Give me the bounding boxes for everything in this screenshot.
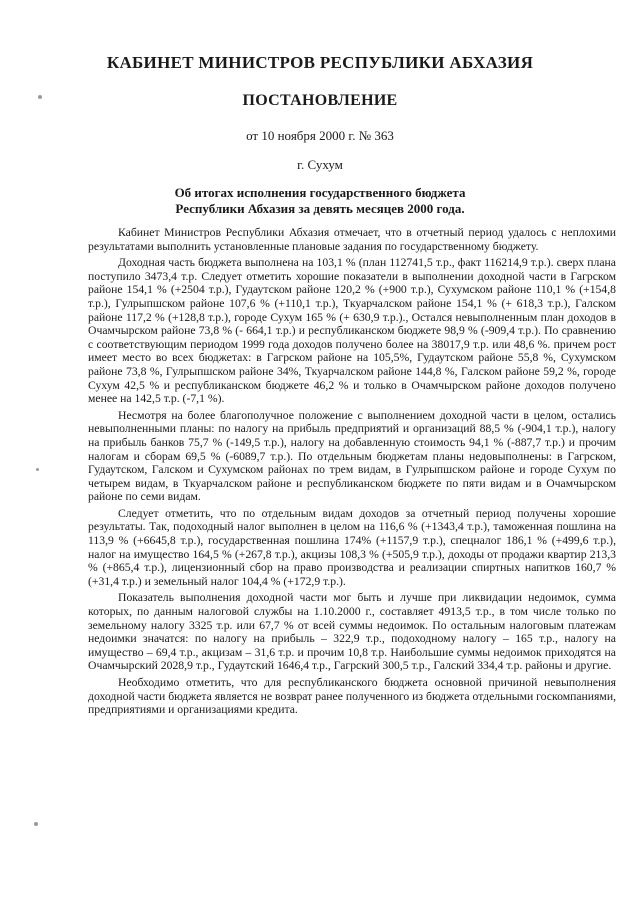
- paragraph-arrears: Показатель выполнения доходной части мог быть и лучше при ликвидации недоимок, сумма которых, по данным налоговой службы на 1.10.2000 г., составляет 4913,5 т.р., в том числе только по земельному налогу 3325 т.р. или 67,7 % от всей суммы недоимок. По остальным налоговым платежам недоимки значатся: по налогу на прибыль – 322,9 т.р., подоходному налогу – 165 т.р., налогу на имущество – 69,4 т.р., акцизам – 31,6 т.р. и прочим 10,8 т.р. Наибольшие суммы недоимок приходятся на Очамчырский 2028,9 т.р., Гудаутский 1646,4 т.р., Гагрский 300,5 т.р., Галский 334,4 т.р. районы и другие.: [88, 591, 616, 673]
- paragraph-revenue: Доходная часть бюджета выполнена на 103,1 % (план 112741,5 т.р., факт 116214,9 т.р.). сверх плана поступило 3473,4 т.р. Следует отметить хорошие показатели в выполнении доходной части в Гагрском районе 154,1 % (+2504 т.р.), Гудаутском районе 120,2 % (+900 т.р.), Сухумском районе 110,1 % (+154,8 т.р.), Гулрыпшском районе 107,6 % (+110,1 т.р.), Ткуарчалском районе 154,1 % (+ 618,3 т.р.), Галском районе 117,2 % (+128,8 т.р.), городе Сухум 165 % (+ 630,9 т.р.)., Остался невыполненным план доходов в Очамчырском районе 73,8 % (- 664,1 т.р.) и республиканском бюджете 98,9 % (-909,4 т.р.). По сравнению с соответствующим периодом 1999 года доходов получено более на 38017,9 т.р. или 48,6 %. причем рост имеет место во всех бюджетах: в Гагрском районе на 105,5%, Гудаутском районе 55,8 %, Сухумском районе 73,8 %, Гулрыпшском районе 34%, Ткуарчалском районе 144,8 %, Галском районе 59,2 %, городе Сухум 42,5 % и республиканском бюджете 46,2 % и только в Очамчырском районе доходов получено менее на 142,5 т.р. (-7,1 %).: [88, 256, 616, 406]
- paragraph-unfulfilled: Несмотря на более благополучное положение с выполнением доходной части в целом, остались невыполненными планы: по налогу на прибыль предприятий и организаций 88,5 % (-904,1 т.р.), налогу на прибыль банков 75,7 % (-149,5 т.р.), налогу на добавленную стоимость 94,1 % (-887,7 т.р.) и прочим налогам и сборам 69,5 % (-6089,7 т.р.). По отдельным бюджетам планы недовыполнены: в Гагрском, Гудаутском, Галском и Сухумском районах по трем видам, в Гулрыпшском районе и городе Сухум по четырем видам, в Ткуарчалском районе и республиканском бюджете по пяти видам и в Очамчырском районе по семи видам.: [88, 408, 616, 504]
- paragraph-intro: Кабинет Министров Республики Абхазия отмечает, что в отчетный период удалось с неплохими результатами выполнить установленные плановые задания по государственному бюджету.: [88, 226, 616, 253]
- scan-speck: [36, 468, 39, 471]
- document-body: [88, 226, 616, 720]
- date-and-number: от 10 ноября 2000 г. № 363: [246, 128, 394, 143]
- paragraph-conclusion: Необходимо отметить, что для республиканского бюджета основной причиной невыполнения доходной части бюджета является не возврат ранее полученного из бюджета отдельными госкомпаниями, предприятиями и организациями кредита.: [88, 676, 616, 717]
- document-type-heading: ПОСТАНОВЛЕНИЕ: [242, 92, 398, 109]
- organization-heading: КАБИНЕТ МИНИСТРОВ РЕСПУБЛИКИ АБХАЗИЯ: [106, 53, 534, 72]
- subject-line-1: Об итогах исполнения государственного бюджета: [174, 185, 466, 200]
- subject-heading: [0, 185, 640, 217]
- city-line: г. Сухум: [297, 157, 343, 172]
- paragraph-taxes: Следует отметить, что по отдельным видам доходов за отчетный период получены хорошие результаты. Так, подоходный налог выполнен в целом на 116,6 % (+1343,4 т.р.), таможенная пошлина на 113,9 % (+6645,8 т.р.), государственная пошлина 174% (+1157,9 т.р.), спецналог 186,1 % (+499,6 т.р.), налог на имущество 164,5 % (+267,8 т.р.), акцизы 108,3 % (+505,9 т.р.), доходы от продажи квартир 213,3 % (+865,4 т.р.), лицензионный сбор на право производства и реализации спиртных напитков 160,7 % (+31,4 т.р.) и земельный налог 104,4 % (+172,9 т.р.).: [88, 506, 616, 588]
- scan-speck: [34, 822, 38, 826]
- subject-line-2: Республики Абхазия за девять месяцев 2000 года.: [175, 201, 465, 216]
